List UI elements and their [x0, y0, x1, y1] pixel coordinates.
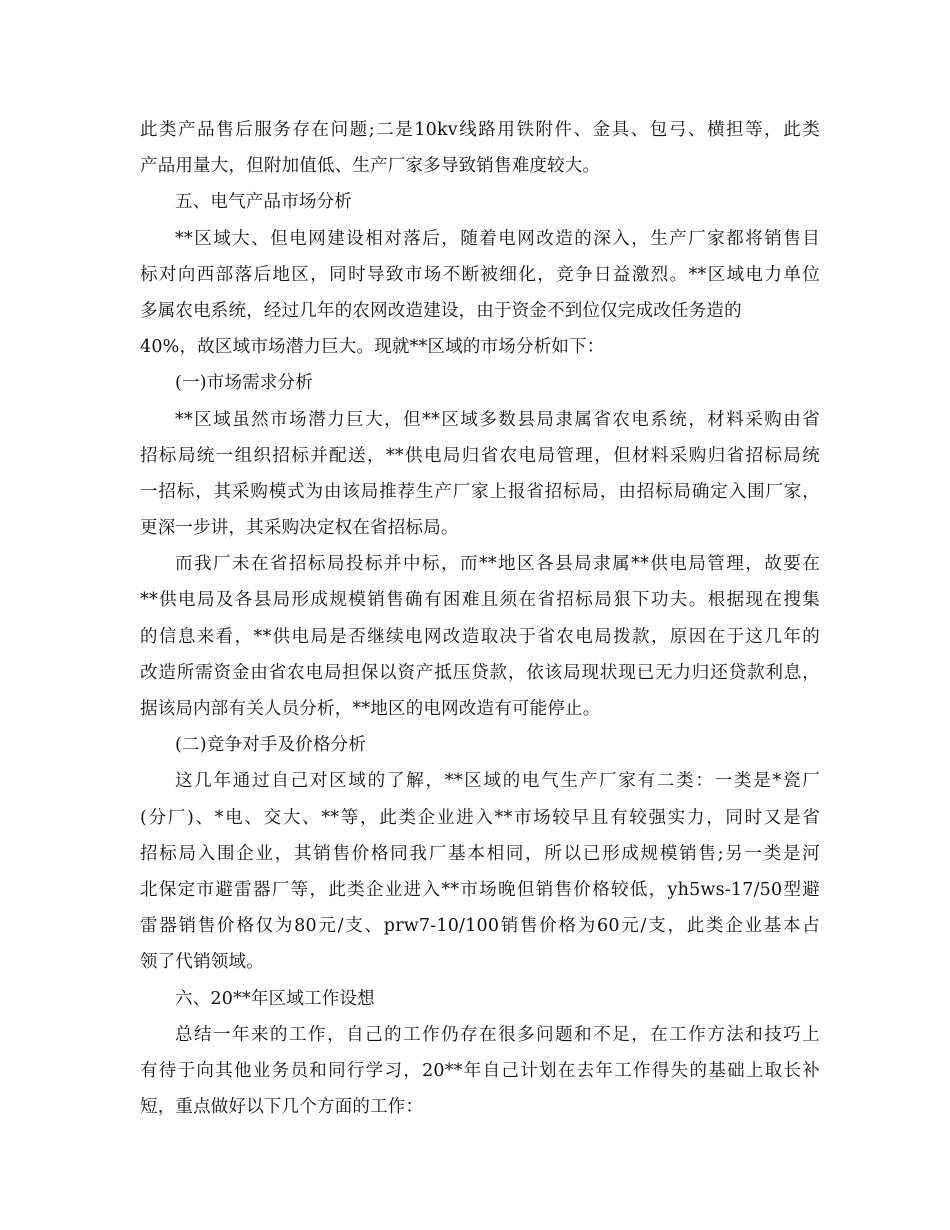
text-line: 的信息来看，**供电局是否继续电网改造取决于省农电局拨款，原因在于这几年的 — [140, 626, 820, 647]
text-line: 雷器销售价格仅为80元/支、prw7-10/100销售价格为60元/支，此类企业基本占 — [140, 916, 820, 937]
text-line: 标对向西部落后地区，同时导致市场不断被细化，竞争日益激烈。**区域电力单位 — [140, 264, 820, 285]
text-line: 一招标，其采购模式为由该局推荐生产厂家上报省招标局，由招标局确定入围厂家， — [140, 481, 820, 502]
text-line: 这几年通过自己对区域的了解，**区域的电气生产厂家有二类：一类是*瓷厂 — [175, 771, 820, 792]
text-line: 北保定市避雷器厂等，此类企业进入**市场晚但销售价格较低，yh5ws-17/50型避 — [140, 879, 820, 900]
text-line: 多属农电系统，经过几年的农网改造建设，由于资金不到位仅完成改任务造的 — [140, 300, 742, 321]
text-line: (二)竞争对手及价格分析 — [175, 735, 367, 756]
text-line: 总结一年来的工作，自己的工作仍存在很多问题和不足，在工作方法和技巧上 — [175, 1024, 820, 1045]
text-line: 招标局统一组织招标并配送，**供电局归省农电局管理，但材料采购归省招标局统 — [140, 445, 820, 466]
text-line: 领了代销领域。 — [140, 952, 264, 973]
text-line: **供电局及各县局形成规模销售确有困难且须在省招标局狠下功夫。根据现在搜集 — [140, 590, 820, 611]
text-line: 产品用量大，但附加值低、生产厂家多导致销售难度较大。 — [140, 156, 601, 177]
text-line: (一)市场需求分析 — [175, 373, 313, 394]
text-line: 改造所需资金由省农电局担保以资产抵压贷款，依该局现状现已无力归还贷款利息， — [140, 662, 820, 683]
text-line: 更深一步讲，其采购决定权在省招标局。 — [140, 518, 459, 539]
text-line: 招标局入围企业，其销售价格同我厂基本相同，所以已形成规模销售;另一类是河 — [140, 843, 820, 864]
text-line: 40%，故区域市场潜力巨大。现就**区域的市场分析如下： — [140, 337, 605, 358]
text-line: 而我厂未在省招标局投标并中标，而**地区各县局隶属**供电局管理，故要在 — [175, 554, 820, 575]
text-line: 五、电气产品市场分析 — [175, 192, 352, 213]
text-line: (分厂)、*电、交大、**等，此类企业进入**市场较早且有较强实力，同时又是省 — [140, 807, 820, 828]
document-page — [140, 112, 820, 1125]
text-line: **区域虽然市场潜力巨大，但**区域多数县局隶属省农电系统，材料采购由省 — [175, 409, 820, 430]
text-line: 有待于向其他业务员和同行学习，20**年自己计划在去年工作得失的基础上取长补 — [140, 1060, 820, 1081]
text-line: 据该局内部有关人员分析，**地区的电网改造有可能停止。 — [140, 699, 601, 719]
text-line: 短，重点做好以下几个方面的工作： — [140, 1097, 424, 1118]
text-line: 此类产品售后服务存在问题;二是10kv线路用铁附件、金具、包弓、横担等，此类 — [140, 120, 820, 140]
text-line: 六、20**年区域工作设想 — [175, 988, 375, 1009]
text-line: **区域大、但电网建设相对落后，随着电网改造的深入，生产厂家都将销售目 — [175, 228, 820, 249]
